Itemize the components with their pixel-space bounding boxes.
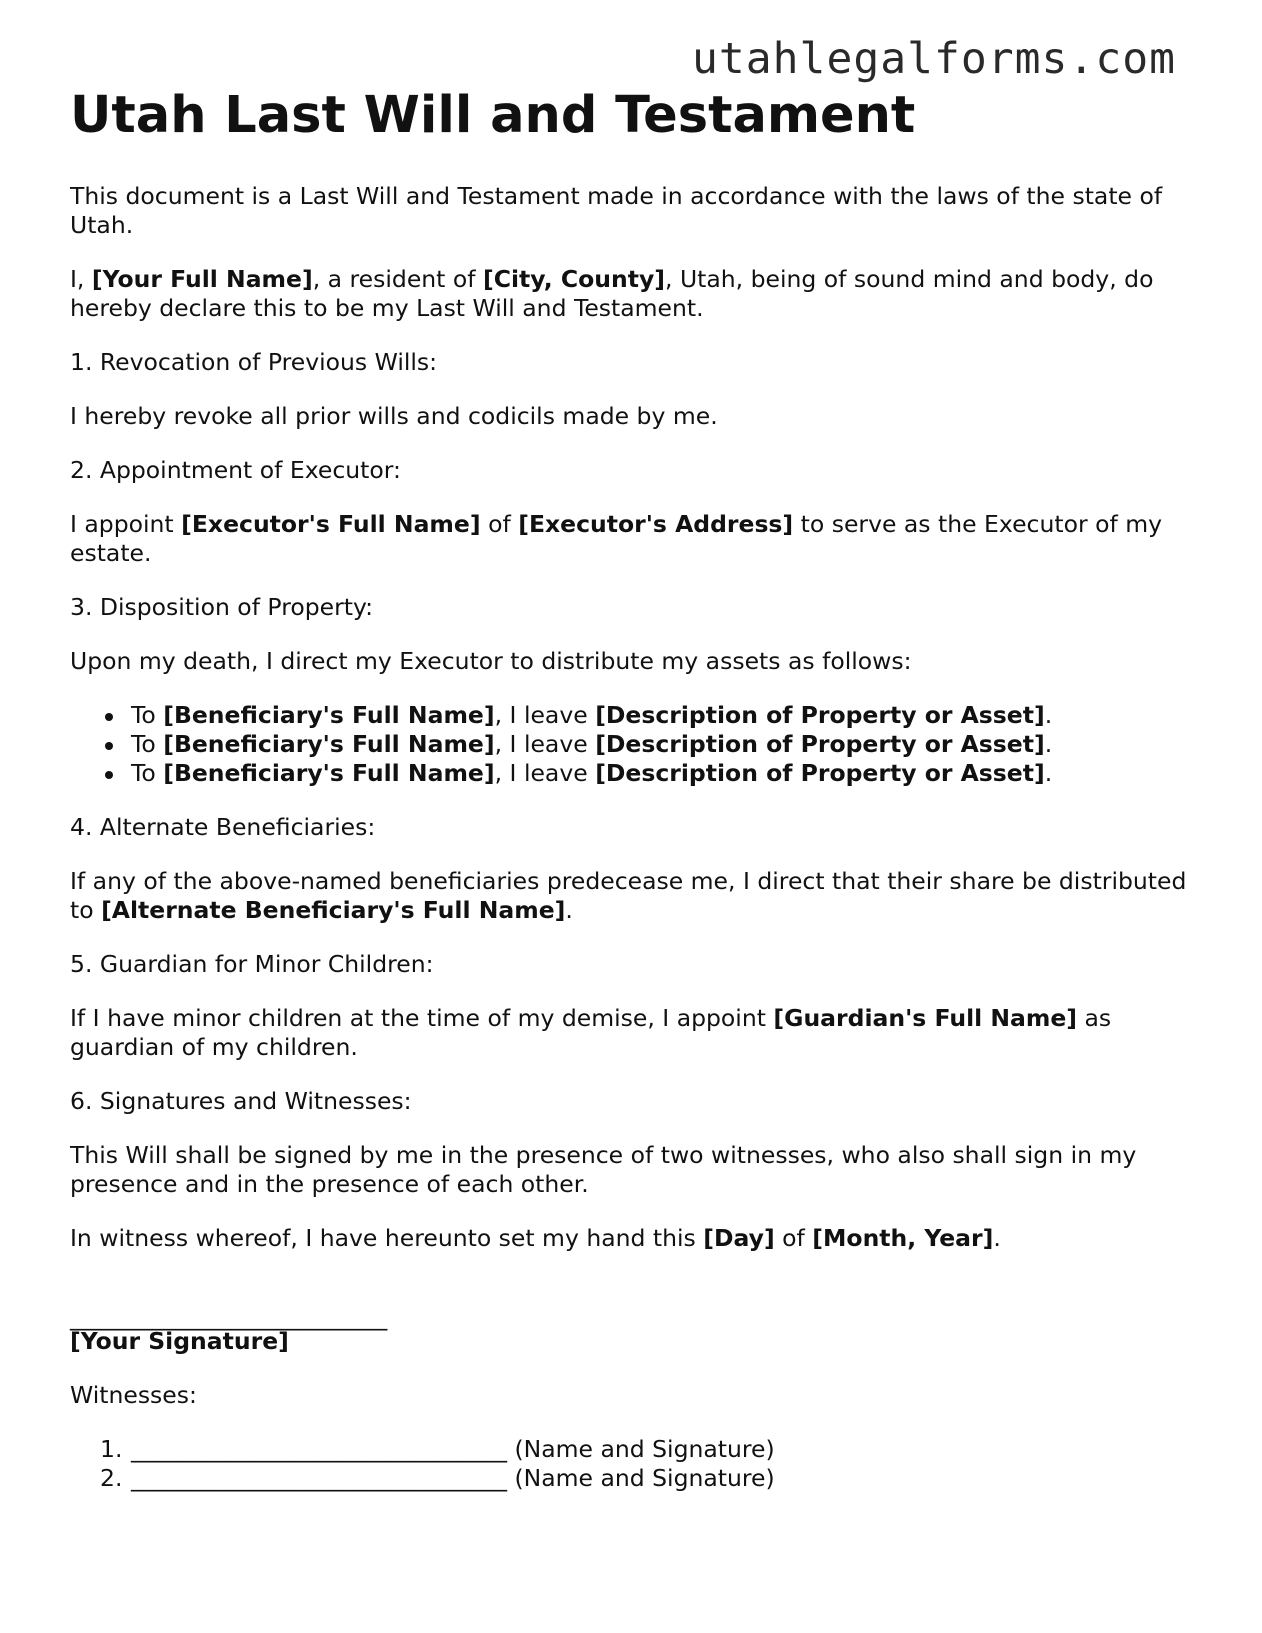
property-text: Upon my death, I direct my Executor to distribute my assets as follows: [70,647,912,675]
witness-signature-line[interactable]: ________________________________ [131,1435,507,1463]
declaration-paragraph: I, [Your Full Name], a resident of [City, County], Utah, being of sound mind and body, do hereby declare this to be my Last Will and Testament. [70,265,1154,322]
alternate-heading: 4. Alternate Beneficiaries: [70,813,376,841]
signatures-text: This Will shall be signed by me in the presence of two witnesses, who also shall sign in my presence and in the presence of each other. [70,1141,1137,1198]
executor-name-placeholder: [Executor's Full Name] [181,510,481,538]
witness-caption: (Name and Signature) [507,1435,775,1463]
executor-text: I appoint [Executor's Full Name] of [Executor's Address] to serve as the Executor of my estate. [70,510,1163,567]
day-placeholder: [Day] [703,1224,775,1252]
guardian-text: If I have minor children at the time of my demise, I appoint [Guardian's Full Name] as guardian of my children. [70,1004,1112,1061]
guardian-heading: 5. Guardian for Minor Children: [70,950,434,978]
executor-heading: 2. Appointment of Executor: [70,456,401,484]
witness-whereof-text: In witness whereof, I have hereunto set my hand this [Day] of [Month, Year]. [70,1224,1001,1252]
alternate-text: If any of the above-named beneficiaries predecease me, I direct that their share be distributed to [Alternate Beneficiary's Full Name]. [70,867,1187,924]
site-watermark: utahlegalforms.com [692,34,1176,84]
list-item: To [Beneficiary's Full Name], I leave [Description of Property or Asset]. [131,730,1200,759]
list-item [100,1435,1200,1464]
document-body [70,86,1200,1493]
witness-signature-line[interactable]: ________________________________ [131,1464,507,1492]
list-item [100,1464,1200,1493]
beneficiary-list [70,701,1200,788]
guardian-name-placeholder: [Guardian's Full Name] [773,1004,1078,1032]
witness-caption: (Name and Signature) [507,1464,775,1492]
signature-line[interactable]: ___________________________ [70,1303,388,1331]
testator-name-placeholder: [Your Full Name] [91,265,313,293]
witnesses-label: Witnesses: [70,1381,197,1409]
signatures-heading: 6. Signatures and Witnesses: [70,1087,412,1115]
executor-address-placeholder: [Executor's Address] [518,510,794,538]
alternate-beneficiary-placeholder: [Alternate Beneficiary's Full Name] [101,896,566,924]
revocation-heading: 1. Revocation of Previous Wills: [70,348,438,376]
beneficiary-name-placeholder: [Beneficiary's Full Name] [163,701,495,729]
beneficiary-name-placeholder: [Beneficiary's Full Name] [163,759,495,787]
witness-number: 1. [100,1435,123,1463]
list-item: To [Beneficiary's Full Name], I leave [Description of Property or Asset]. [131,701,1200,730]
asset-placeholder: [Description of Property or Asset] [595,701,1045,729]
residence-placeholder: [City, County] [482,265,666,293]
revocation-text: I hereby revoke all prior wills and codicils made by me. [70,402,718,430]
property-heading: 3. Disposition of Property: [70,593,374,621]
intro-paragraph: This document is a Last Will and Testament made in accordance with the laws of the state of Utah. [70,182,1163,239]
list-item: To [Beneficiary's Full Name], I leave [Description of Property or Asset]. [131,759,1200,788]
witness-number: 2. [100,1464,123,1492]
document-title: Utah Last Will and Testament [70,86,916,145]
beneficiary-name-placeholder: [Beneficiary's Full Name] [163,730,495,758]
asset-placeholder: [Description of Property or Asset] [595,730,1045,758]
witness-list [70,1435,1200,1493]
asset-placeholder: [Description of Property or Asset] [595,759,1045,787]
signature-label: [Your Signature] [70,1327,289,1355]
month-year-placeholder: [Month, Year] [812,1224,994,1252]
